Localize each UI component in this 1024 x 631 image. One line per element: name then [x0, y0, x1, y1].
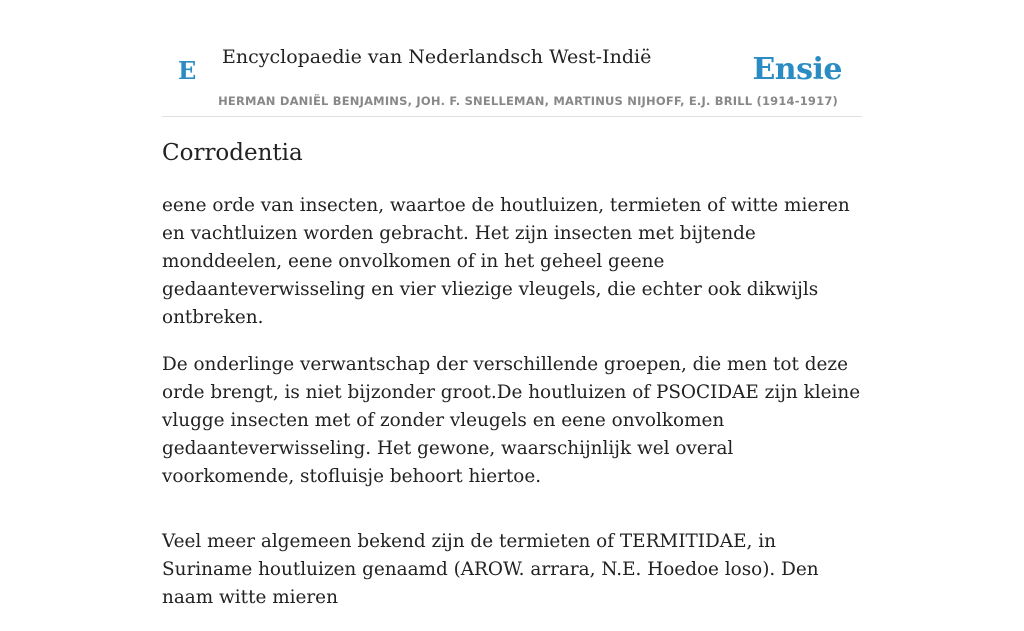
- book-title[interactable]: Encyclopaedie van Nederlandsch West-Indië: [222, 46, 652, 68]
- paragraph: Veel meer algemeen bekend zijn de termieten of TERMITIDAE, in Suriname houtluizen genaamd (AROW. arrara, N.E. Hoedoe loso). Den naam witte mieren: [162, 531, 819, 608]
- brand-logo[interactable]: Ensie: [752, 52, 842, 87]
- logo-letter[interactable]: E: [178, 56, 197, 85]
- entry-content: [162, 192, 867, 631]
- authors-line: HERMAN DANIËL BENJAMINS, JOH. F. SNELLEMAN, MARTINUS NIJHOFF, E.J. BRILL (1914-1917): [218, 94, 838, 108]
- paragraph: eene orde van insecten, waartoe de houtluizen, termieten of witte mieren en vachtluizen worden gebracht. Het zijn insecten met bijtende monddeelen, eene onvolkomen of in het geheel geene gedaanteverwisseling en vier vliezige vleugels, die echter ook dikwijls ontbreken.: [162, 195, 850, 328]
- site-header: [162, 0, 862, 117]
- paragraph: De onderlinge verwantschap der verschillende groepen, die men tot deze orde brengt, is niet bijzonder groot.De houtluizen of PSOCIDAE zijn kleine vlugge insecten met of zonder vleugels en eene onvolkomen gedaanteverwisseling. Het gewone, waarschijnlijk wel overal voorkomende, stofluisje behoort hiertoe.: [162, 354, 861, 487]
- entry-title: Corrodentia: [162, 140, 303, 166]
